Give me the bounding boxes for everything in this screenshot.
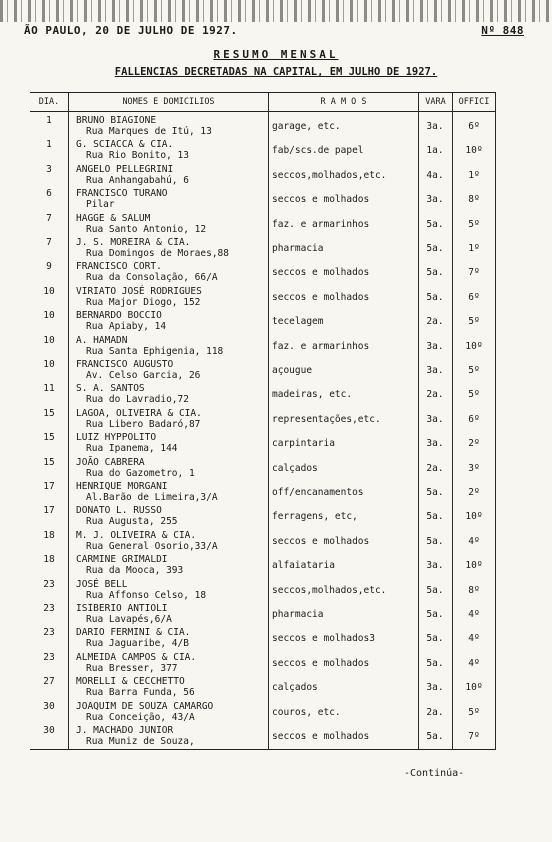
business-line: calçados [272,462,318,474]
table-row [30,359,496,382]
business-line: seccos,molhados,etc. [272,584,387,596]
day-cell: 17 [43,481,55,492]
court-number: 3a. [426,121,444,132]
court-number: 3a. [426,194,444,206]
company-name: BRUNO BIAGIONE [76,115,157,126]
court-number: 4a. [426,169,444,181]
day-cell: 9 [46,261,52,273]
company-name: S. A. SANTOS [76,383,145,395]
office-number: 3º [468,462,480,474]
day-cell: 23 [43,578,55,590]
address: Rua Conceição, 43/A [86,711,195,723]
business-line: fab/scs.de papel [272,145,364,157]
court-number: 3a. [426,438,444,450]
company-name: JOAQUIM DE SOUZA CAMARGO [76,700,214,712]
document-number: Nº 848 [481,24,524,37]
office-number: 6º [468,121,480,132]
table-row [30,481,496,504]
table-row [30,139,496,162]
table-row [30,188,496,211]
company-name: J. MACHADO JUNIOR [76,725,174,736]
company-name: G. SCIACCA & CIA. [76,139,174,151]
office-number: 6º [468,413,480,425]
day-cell: 10 [43,359,55,370]
day-cell: 1 [46,139,52,151]
document-title: RESUMO MENSAL [213,48,339,61]
court-number: 5a. [426,731,444,742]
company-name: M. J. OLIVEIRA & CIA. [76,529,197,541]
day-cell: 11 [43,383,55,395]
address: Rua da Mooca, 393 [86,565,184,577]
business-line: pharmacia [272,243,324,254]
address: Rua Ipanema, 144 [86,443,178,455]
address: Rua Lavapés,6/A [86,614,172,625]
table-row [30,701,496,724]
table-row [30,603,496,626]
court-number: 2a. [426,389,444,401]
address: Rua Santo Antonio, 12 [86,223,207,235]
continued-note: -Continúa- [404,768,465,779]
business-line: seccos e molhados [272,535,370,547]
office-number: 1º [468,243,480,254]
address: Rua Rio Bonito, 13 [86,150,189,162]
office-number: 7º [468,267,480,279]
company-name: CARMINE GRIMALDI [76,554,168,566]
scan-noise-strip [0,0,552,22]
company-name: BERNARDO BOCCIO [76,310,162,322]
court-number: 5a. [426,535,444,547]
day-cell: 18 [43,554,55,566]
court-number: 2a. [426,316,444,328]
place-date: ÃO PAULO, 20 DE JULHO DE 1927. [24,24,238,37]
address: Rua Apiaby, 14 [86,321,167,333]
column-header-dia: DIA. [30,93,68,112]
court-number: 5a. [426,487,444,498]
column-header-ramos: R A M O S [269,93,418,112]
office-number: 8º [468,194,480,206]
company-name: HAGGE & SALUM [76,212,151,224]
business-line: seccos e molhados [272,267,370,279]
court-number: 2a. [426,706,444,718]
table-row [30,432,496,455]
company-name: FRANCISCO AUGUSTO [76,359,174,370]
company-name: DARIO FERMINI & CIA. [76,627,191,639]
office-number: 10º [465,682,483,694]
court-number: 5a. [426,609,444,620]
table-row [30,164,496,187]
address: Av. Celso Garcia, 26 [86,370,201,381]
company-name: A. HAMADN [76,334,128,346]
court-number: 1a. [426,145,444,157]
business-line: calçados [272,682,318,694]
company-name: FRANCISCO TURANO [76,188,168,200]
court-number: 2a. [426,462,444,474]
court-number: 3a. [426,682,444,694]
office-number: 10º [465,340,483,352]
business-line: alfaiataria [272,560,335,572]
company-name: ISIBERIO ANTIOLI [76,603,168,614]
table-row [30,408,496,431]
office-number: 10º [465,560,483,572]
table-row [30,579,496,602]
address: Al.Barão de Limeira,3/A [86,492,218,503]
day-cell: 10 [43,285,55,297]
table-row [30,310,496,333]
office-number: 4º [468,657,480,669]
day-cell: 23 [43,651,55,663]
company-name: HENRIQUE MORGANI [76,481,168,492]
table-row [30,261,496,284]
office-number: 5º [468,365,480,376]
day-cell: 15 [43,456,55,468]
column-header-officio: OFFICI [453,93,495,112]
office-number: 7º [468,731,480,742]
day-cell: 18 [43,529,55,541]
day-cell: 10 [43,310,55,322]
table-row [30,554,496,577]
business-line: madeiras, etc. [272,389,353,401]
business-line: carpintaria [272,438,335,450]
table-row [30,652,496,675]
court-number: 5a. [426,243,444,254]
business-line: representações,etc. [272,413,381,425]
business-line: off/encanamentos [272,487,364,498]
address: Rua Jaguaribe, 4/B [86,638,189,650]
office-number: 2º [468,438,480,450]
document-subtitle: FALLENCIAS DECRETADAS NA CAPITAL, EM JULHO DE 1927. [114,66,438,78]
address: Rua Barra Funda, 56 [86,687,195,699]
day-cell: 30 [43,725,55,736]
office-number: 1º [468,169,480,181]
court-number: 3a. [426,340,444,352]
day-cell: 15 [43,407,55,419]
business-line: faz. e armarinhos [272,340,370,352]
table-row [30,213,496,236]
company-name: DONATO L. RUSSO [76,505,162,517]
court-number: 3a. [426,560,444,572]
address: Rua Affonso Celso, 18 [86,589,207,601]
table-row [30,505,496,528]
business-line: tecelagem [272,316,324,328]
court-number: 5a. [426,633,444,645]
address: Rua Bresser, 377 [86,662,178,674]
address: Rua Augusta, 255 [86,516,178,528]
address: Rua Muniz de Souza, [86,736,195,747]
business-line: seccos e molhados [272,291,370,303]
court-number: 5a. [426,267,444,279]
company-name: LUIZ HYPPOLITO [76,432,157,444]
address: Rua Santa Ephigenia, 118 [86,345,224,357]
office-number: 5º [468,389,480,401]
address: Rua Libero Badaró,87 [86,418,201,430]
table-row [30,676,496,699]
business-line: seccos e molhados3 [272,633,375,645]
office-number: 5º [468,706,480,718]
office-number: 5º [468,316,480,328]
court-number: 5a. [426,584,444,596]
office-number: 4º [468,609,480,620]
court-number: 3a. [426,413,444,425]
office-number: 6º [468,291,480,303]
table-row [30,237,496,260]
day-cell: 30 [43,700,55,712]
day-cell: 1 [46,115,52,126]
business-line: faz. e armarinhos [272,218,370,230]
address: Rua Major Diogo, 152 [86,296,201,308]
address: Rua do Gazometro, 1 [86,467,195,479]
company-name: ANGELO PELLEGRINI [76,163,174,175]
address: Pilar [86,199,115,211]
column-header-vara: VARA [419,93,452,112]
company-name: LAGOA, OLIVEIRA & CIA. [76,407,202,419]
day-cell: 15 [43,432,55,444]
office-number: 2º [468,487,480,498]
day-cell: 7 [46,237,52,248]
court-number: 5a. [426,218,444,230]
bankruptcy-ledger-table [30,92,496,750]
table-row [30,335,496,358]
document-header [24,24,524,40]
address: Rua da Consolação, 66/A [86,272,218,284]
court-number: 5a. [426,657,444,669]
table-row [30,383,496,406]
company-name: ALMEIDA CAMPOS & CIA. [76,651,197,663]
table-row [30,115,496,138]
office-number: 8º [468,584,480,596]
day-cell: 27 [43,676,55,688]
day-cell: 23 [43,627,55,639]
office-number: 4º [468,633,480,645]
day-cell: 3 [46,163,52,175]
business-line: couros, etc. [272,706,341,718]
day-cell: 10 [43,334,55,346]
company-name: JOÃO CABRERA [76,456,145,468]
table-row [30,725,496,748]
business-line: pharmacia [272,609,324,620]
table-row [30,286,496,309]
day-cell: 7 [46,212,52,224]
office-number: 10º [465,145,483,157]
office-number: 5º [468,218,480,230]
company-name: MORELLI & CECCHETTO [76,676,185,688]
court-number: 3a. [426,365,444,376]
table-row [30,627,496,650]
company-name: FRANCISCO CORT. [76,261,162,273]
business-line: açougue [272,365,313,376]
office-number: 10º [465,511,483,523]
day-cell: 23 [43,603,55,614]
company-name: VIRIATO JOSÉ RODRIGUES [76,285,202,297]
address: Rua Anhangabahú, 6 [86,174,189,186]
address: Rua do Lavradio,72 [86,394,189,406]
table-row [30,457,496,480]
court-number: 5a. [426,291,444,303]
business-line: seccos e molhados [272,731,370,742]
court-number: 5a. [426,511,444,523]
business-line: seccos e molhados [272,657,370,669]
table-row [30,530,496,553]
address: Rua Marques de Itú, 13 [86,126,212,137]
address: Rua Domingos de Moraes,88 [86,248,229,259]
day-cell: 17 [43,505,55,517]
column-header-nomes: NOMES E DOMICILIOS [69,93,268,112]
business-line: seccos,molhados,etc. [272,169,387,181]
day-cell: 6 [46,188,52,200]
office-number: 4º [468,535,480,547]
company-name: JOSÉ BELL [76,578,128,590]
business-line: garage, etc. [272,121,341,132]
business-line: seccos e molhados [272,194,370,206]
address: Rua General Osorio,33/A [86,540,218,552]
company-name: J. S. MOREIRA & CIA. [76,237,191,248]
business-line: ferragens, etc, [272,511,358,523]
